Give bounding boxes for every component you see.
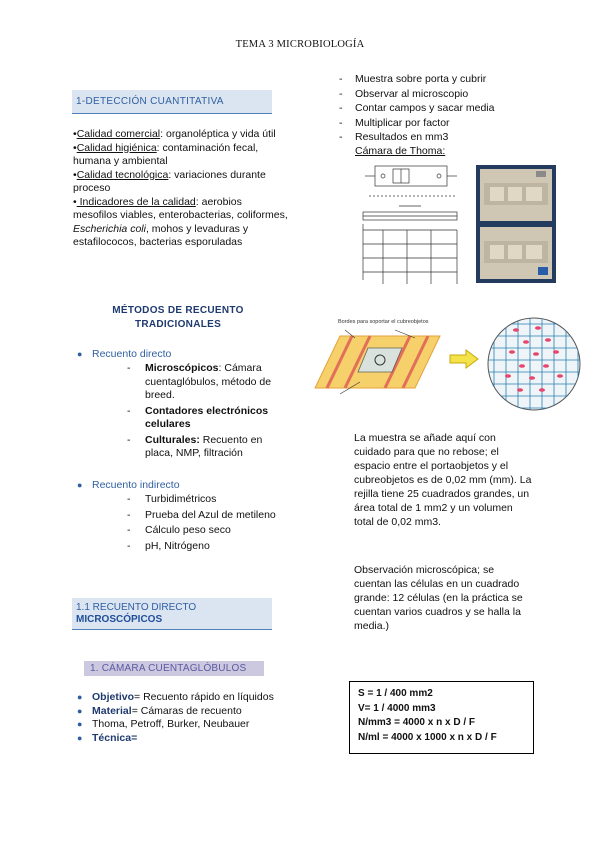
section-header-deteccion: 1-DETECCIÓN CUANTITATIVA <box>72 90 272 114</box>
thoma-chamber-photo <box>476 165 556 283</box>
quality-item-comercial: •Calidad comercial: organoléptica y vida útil <box>73 128 276 140</box>
document-title: TEMA 3 MICROBIOLOGÍA <box>235 39 365 50</box>
thoma-drawing <box>355 160 465 300</box>
list-item: - Muestra sobre porta y cubrir <box>339 73 487 85</box>
formula-line: V= 1 / 4000 mm3 <box>358 702 436 714</box>
list-item: - Contadores electrónicos celulares <box>127 404 269 430</box>
list-item: ● Objetivo= Recuento rápido en líquidos <box>77 691 274 703</box>
list-item: - Microscópicos: Cámara cuentaglóbulos, método de breed. <box>127 362 272 401</box>
list-item: - pH, Nitrógeno <box>127 539 210 552</box>
bullet-icon: ● <box>77 349 83 359</box>
formula-line: S = 1 / 400 mm2 <box>358 688 433 699</box>
direct-count-list <box>127 362 287 461</box>
list-item: ● Thoma, Petroff, Burker, Neubauer <box>77 718 250 730</box>
bullet-icon: ● <box>77 732 83 743</box>
description-observation: Observación microscópica; se cuentan las células en un cuadrado grande: 12 células (en la práctica se cuentan varios cuadros y se halla la media.) <box>354 564 523 632</box>
arrow-right-icon <box>448 348 480 370</box>
section-header-recuento-directo: 1.1 RECUENTO DIRECTO MICROSCÓPICOS <box>72 598 272 630</box>
quality-item-indicadores: • Indicadores de la calidad: aerobios mesofilos viables, enterobacterias, coliformes, Escherichia coli, mohos y levaduras y estafilococos, bacterias esporuladas <box>73 195 288 248</box>
list-item: ● Material= Cámaras de recuento <box>77 704 242 717</box>
list-item: - Culturales: Recuento en placa, NMP, filtración <box>127 433 263 459</box>
list-item: - Multiplicar por factor <box>339 116 450 129</box>
thoma-label: Cámara de Thoma: <box>355 145 446 157</box>
bullet-icon: ● <box>77 692 83 702</box>
bullet-icon: ● <box>77 719 83 729</box>
list-item: - Contar campos y sacar media <box>339 102 495 114</box>
quality-item-tecnologica: •Calidad tecnológica: variaciones durante proceso <box>73 168 266 194</box>
formula-line: N/ml = 4000 x 1000 x n x D / F <box>358 731 497 743</box>
list-item: - Prueba del Azul de metileno <box>127 508 276 521</box>
indirect-count-label: ● Recuento indirecto <box>77 479 180 491</box>
methods-title: MÉTODOS DE RECUENTO TRADICIONALES <box>112 305 244 330</box>
indirect-count-list <box>127 493 287 553</box>
formula-line: N/mm3 = 4000 x n x D / F <box>358 717 475 728</box>
list-item: ● Técnica= <box>77 731 138 744</box>
technique-list <box>77 691 292 745</box>
description-sample: La muestra se añade aquí con cuidado para que no rebose; el espacio entre el portaobjetos y el cubreobjetos es de 0,02 mm (mm). La rejilla tiene 25 cuadrados grandes, un área total de 1 mm2 y un volumen total de 0,02 mm3. <box>354 432 532 528</box>
list-item: - Turbidimétricos <box>127 493 217 505</box>
list-item: - Resultados en mm3 <box>339 131 449 143</box>
bullet-icon: ● <box>77 705 83 716</box>
list-item: - Observar al microscopio <box>339 87 469 100</box>
quality-list <box>73 128 288 250</box>
chamber-diagram <box>310 326 445 396</box>
formula-box <box>349 681 534 754</box>
diagram-label: Bordes para soportar el cubreobjetos <box>338 319 429 325</box>
direct-count-label: ● Recuento directo <box>77 348 172 360</box>
bullet-icon: ● <box>77 480 83 490</box>
magnified-grid <box>486 316 582 412</box>
list-item: - Cálculo peso seco <box>127 524 231 536</box>
section-header-camara: 1. CÁMARA CUENTAGLÓBULOS <box>84 661 264 676</box>
procedure-steps <box>339 72 539 145</box>
quality-item-higienica: •Calidad higiénica: contaminación fecal, humana y ambiental <box>73 141 259 167</box>
